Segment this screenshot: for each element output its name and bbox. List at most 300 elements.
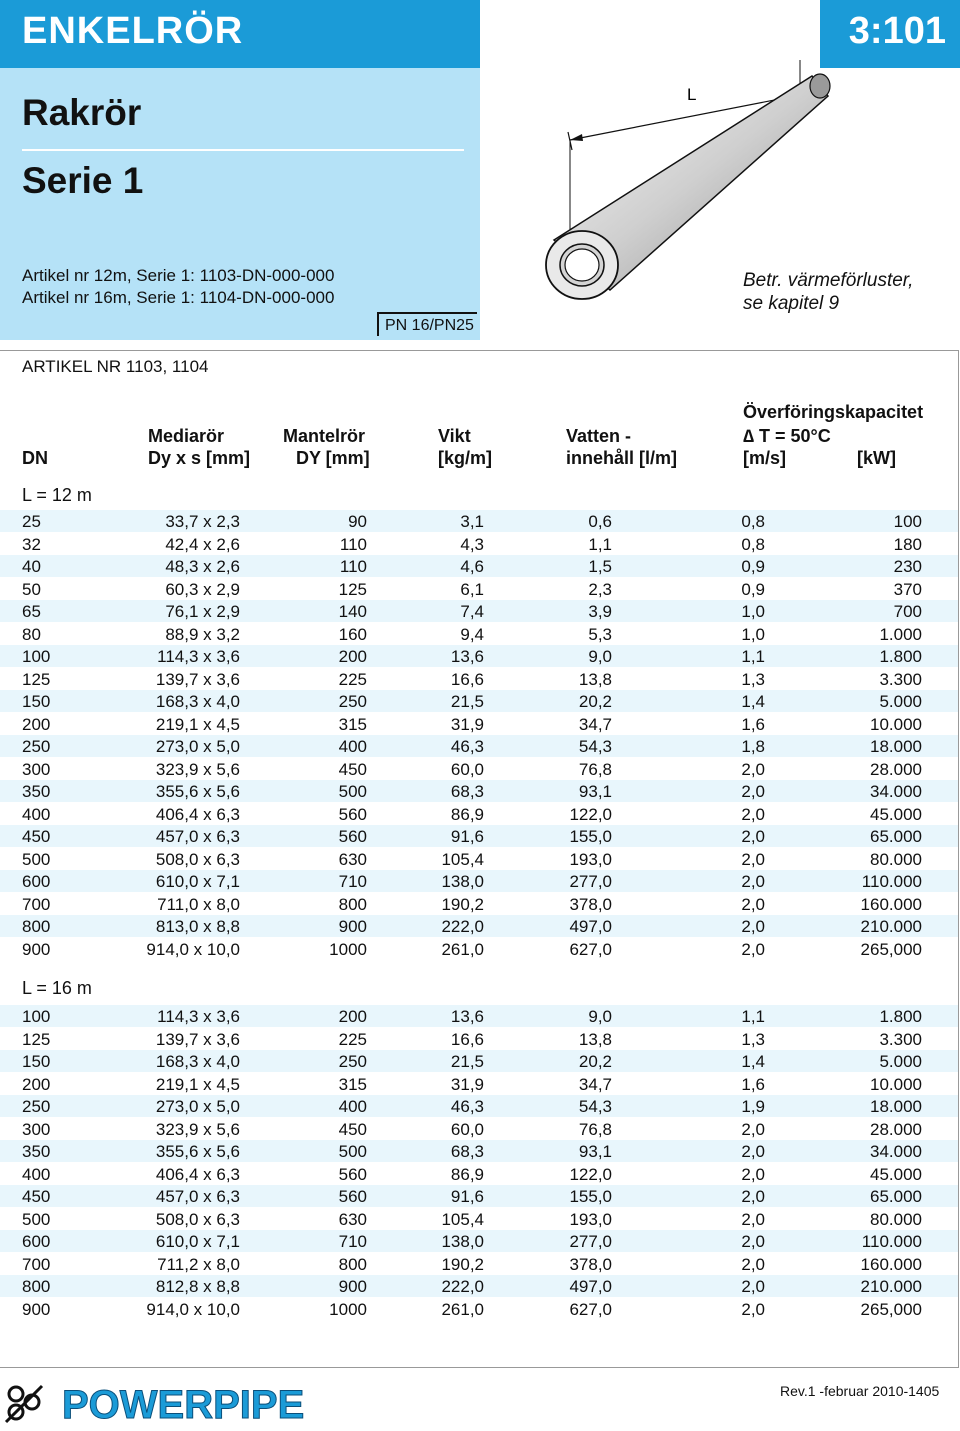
cell-mediaror: 323,9 x 5,6 <box>155 759 240 779</box>
cell-dn: 700 <box>22 894 51 914</box>
cell-mantelror: 630 <box>338 1209 367 1229</box>
cell-vikt: 4,3 <box>460 534 484 554</box>
cell-dn: 25 <box>22 512 41 531</box>
cell-mantelror: 90 <box>348 512 367 531</box>
cell-vikt: 68,3 <box>450 782 484 801</box>
cell-vikt: 60,0 <box>450 1119 484 1139</box>
cell-capacity: 65.000 <box>870 827 922 846</box>
cell-mediaror: 168,3 x 4,0 <box>155 692 240 711</box>
cell-mantelror: 315 <box>338 1074 367 1094</box>
cell-velocity: 1,3 <box>741 1029 765 1049</box>
cell-mediaror: 33,7 x 2,3 <box>165 512 240 531</box>
cell-velocity: 1,6 <box>741 1074 765 1094</box>
cell-mediaror: 610,0 x 7,1 <box>155 872 240 891</box>
cell-capacity: 265,000 <box>860 1299 922 1319</box>
header-mediaror: Mediarör <box>148 426 225 446</box>
pressure-rating: PN 16/PN25 <box>377 312 477 336</box>
header-capacity: Överföringskapacitet <box>743 402 924 422</box>
cell-mantelror: 225 <box>338 669 367 689</box>
cell-velocity: 1,0 <box>741 602 765 621</box>
cell-dn: 250 <box>22 1097 51 1116</box>
cell-dn: 40 <box>22 557 41 576</box>
cell-mantelror: 560 <box>338 827 367 846</box>
cell-vatten: 155,0 <box>569 827 612 846</box>
cell-mediaror: 812,8 x 8,8 <box>155 1277 240 1296</box>
cell-mediaror: 711,0 x 8,0 <box>157 894 240 914</box>
cell-velocity: 2,0 <box>741 1277 765 1296</box>
cell-mediaror: 76,1 x 2,9 <box>165 602 240 621</box>
cell-capacity: 10.000 <box>870 1074 922 1094</box>
table-row <box>0 870 958 892</box>
cell-dn: 700 <box>22 1254 51 1274</box>
cell-vatten: 13,8 <box>578 669 612 689</box>
cell-dn: 400 <box>22 804 51 824</box>
delta-icon: ∆ <box>743 426 755 446</box>
cell-velocity: 2,0 <box>741 894 765 914</box>
cell-vikt: 13,6 <box>450 647 484 666</box>
cell-velocity: 1,3 <box>741 669 765 689</box>
cell-vikt: 138,0 <box>441 1232 484 1251</box>
cell-vikt: 16,6 <box>450 669 484 689</box>
table-row <box>0 1118 958 1140</box>
cell-vatten: 277,0 <box>569 872 612 891</box>
table-row <box>0 1230 958 1252</box>
series-title: Serie 1 <box>22 160 144 201</box>
cell-vatten: 9,0 <box>588 1007 612 1026</box>
table-row <box>0 825 958 847</box>
cell-dn: 600 <box>22 872 51 891</box>
cell-vikt: 86,9 <box>450 804 484 824</box>
table-row <box>0 915 958 937</box>
cell-mediaror: 355,6 x 5,6 <box>155 1142 240 1161</box>
cell-dn: 250 <box>22 737 51 756</box>
cell-velocity: 2,0 <box>741 782 765 801</box>
header-delta-t <box>743 426 831 447</box>
table-row <box>0 1185 958 1207</box>
cell-velocity: 2,0 <box>741 1232 765 1251</box>
cell-vatten: 34,7 <box>578 1074 612 1094</box>
table-row <box>0 713 958 735</box>
cell-dn: 80 <box>22 624 41 644</box>
cell-dn: 100 <box>22 1007 51 1026</box>
cell-mantelror: 450 <box>338 759 367 779</box>
cell-mediaror: 914,0 x 10,0 <box>146 939 240 959</box>
header-kw-unit: [kW] <box>857 448 896 468</box>
header-vikt-unit: [kg/m] <box>438 448 492 468</box>
table-row <box>0 645 958 667</box>
cell-mediaror: 711,2 x 8,0 <box>157 1254 240 1274</box>
cell-vatten: 2,3 <box>588 579 612 599</box>
cell-vatten: 76,8 <box>578 759 612 779</box>
cell-mediaror: 610,0 x 7,1 <box>155 1232 240 1251</box>
article-number-16m: Artikel nr 16m, Serie 1: 1104-DN-000-000 <box>22 288 335 307</box>
cell-capacity: 700 <box>893 602 922 621</box>
cell-mantelror: 400 <box>338 737 367 756</box>
header-vikt: Vikt <box>438 426 471 446</box>
cell-vatten: 34,7 <box>578 714 612 734</box>
cell-mantelror: 160 <box>338 624 367 644</box>
cell-velocity: 2,0 <box>741 1254 765 1274</box>
cell-mediaror: 219,1 x 4,5 <box>155 714 240 734</box>
cell-velocity: 2,0 <box>741 1142 765 1161</box>
table-row <box>0 1095 958 1117</box>
cell-mediaror: 219,1 x 4,5 <box>155 1074 240 1094</box>
cell-capacity: 34.000 <box>870 1142 922 1161</box>
cell-capacity: 34.000 <box>870 782 922 801</box>
header-ms-unit: [m/s] <box>743 448 787 468</box>
cell-vatten: 9,0 <box>588 647 612 666</box>
cell-mantelror: 560 <box>338 804 367 824</box>
cell-mediaror: 813,0 x 8,8 <box>155 917 240 936</box>
cell-capacity: 80.000 <box>870 1209 922 1229</box>
table-row <box>0 758 958 780</box>
cell-velocity: 0,9 <box>741 579 765 599</box>
table-row <box>0 1253 958 1275</box>
cell-mediaror: 457,0 x 6,3 <box>155 1187 240 1206</box>
cell-mantelror: 900 <box>338 1277 367 1296</box>
cell-mantelror: 250 <box>338 1052 367 1071</box>
cell-dn: 350 <box>22 782 51 801</box>
cell-vatten: 378,0 <box>569 894 612 914</box>
cell-vatten: 54,3 <box>578 737 612 756</box>
cell-dn: 65 <box>22 602 41 621</box>
cell-mediaror: 114,3 x 3,6 <box>157 1007 240 1026</box>
cell-dn: 450 <box>22 827 51 846</box>
cell-vikt: 190,2 <box>441 1254 484 1274</box>
cell-capacity: 100 <box>893 512 922 531</box>
cell-vikt: 222,0 <box>441 1277 484 1296</box>
cell-mantelror: 225 <box>338 1029 367 1049</box>
cell-capacity: 370 <box>893 579 922 599</box>
cell-velocity: 1,1 <box>741 647 765 666</box>
table-row <box>0 1073 958 1095</box>
cell-vatten: 122,0 <box>569 1164 612 1184</box>
cell-mantelror: 110 <box>339 557 367 576</box>
cell-mantelror: 800 <box>338 1254 367 1274</box>
page-title: ENKELRÖR <box>22 10 244 52</box>
cell-dn: 300 <box>22 1119 51 1139</box>
cell-mediaror: 273,0 x 5,0 <box>155 1097 240 1116</box>
cell-mediaror: 323,9 x 5,6 <box>155 1119 240 1139</box>
cell-mantelror: 200 <box>338 1007 367 1026</box>
cell-dn: 50 <box>22 579 41 599</box>
cell-dn: 500 <box>22 849 51 869</box>
cell-vikt: 91,6 <box>450 827 484 846</box>
cell-velocity: 2,0 <box>741 1119 765 1139</box>
table-row <box>0 668 958 690</box>
cell-capacity: 10.000 <box>870 714 922 734</box>
section-label-12m: L = 12 m <box>22 485 92 505</box>
cell-dn: 900 <box>22 1299 51 1319</box>
table-row <box>0 533 958 555</box>
logo-text: POWERPIPE <box>62 1383 305 1426</box>
cell-mantelror: 400 <box>338 1097 367 1116</box>
cell-vatten: 1,1 <box>588 534 612 554</box>
table-row <box>0 803 958 825</box>
section-label-16m: L = 16 m <box>22 978 92 998</box>
cell-vikt: 68,3 <box>450 1142 484 1161</box>
table-row <box>0 555 958 577</box>
cell-vatten: 20,2 <box>578 692 612 711</box>
cell-vatten: 54,3 <box>578 1097 612 1116</box>
cell-vatten: 378,0 <box>569 1254 612 1274</box>
cell-velocity: 2,0 <box>741 1164 765 1184</box>
cell-vikt: 6,1 <box>460 579 484 599</box>
header-vatten-unit: innehåll [l/m] <box>566 448 678 468</box>
cell-mediaror: 406,4 x 6,3 <box>155 804 240 824</box>
table-row <box>0 623 958 645</box>
cell-capacity: 80.000 <box>870 849 922 869</box>
cell-velocity: 1,4 <box>741 1052 765 1071</box>
table-row <box>0 848 958 870</box>
cell-vikt: 7,4 <box>460 602 484 621</box>
cell-mediaror: 355,6 x 5,6 <box>155 782 240 801</box>
cell-mediaror: 88,9 x 3,2 <box>165 624 240 644</box>
table-row <box>0 1163 958 1185</box>
cell-mantelror: 1000 <box>329 939 367 959</box>
table-row <box>0 1005 958 1027</box>
heat-loss-note-line1: Betr. värmeförluster, <box>743 270 914 291</box>
cell-vatten: 3,9 <box>588 602 612 621</box>
cell-velocity: 2,0 <box>741 1299 765 1319</box>
cell-mantelror: 125 <box>338 579 367 599</box>
cell-capacity: 3.300 <box>879 1029 922 1049</box>
header-vatten: Vatten - <box>566 426 632 446</box>
cell-vikt: 222,0 <box>441 917 484 936</box>
cell-mantelror: 140 <box>338 602 367 621</box>
table-row <box>0 893 958 915</box>
cell-velocity: 1,4 <box>741 692 765 711</box>
cell-vatten: 13,8 <box>578 1029 612 1049</box>
cell-vikt: 9,4 <box>460 624 484 644</box>
cell-dn: 150 <box>22 1052 51 1071</box>
cell-dn: 800 <box>22 1277 51 1296</box>
cell-vatten: 193,0 <box>569 1209 612 1229</box>
table-row <box>0 938 958 960</box>
heat-loss-note-line2: se kapitel 9 <box>743 293 840 314</box>
cell-vatten: 277,0 <box>569 1232 612 1251</box>
cell-mantelror: 200 <box>338 647 367 666</box>
cell-vikt: 261,0 <box>441 1299 484 1319</box>
cell-mantelror: 500 <box>338 1142 367 1161</box>
cell-vikt: 60,0 <box>450 759 484 779</box>
cell-capacity: 1.000 <box>879 624 922 644</box>
cell-dn: 600 <box>22 1232 51 1251</box>
title-divider <box>22 149 464 151</box>
cell-dn: 150 <box>22 692 51 711</box>
cell-dn: 300 <box>22 759 51 779</box>
cell-dn: 200 <box>22 1074 51 1094</box>
cell-capacity: 3.300 <box>879 669 922 689</box>
table-row <box>0 780 958 802</box>
cell-vatten: 155,0 <box>569 1187 612 1206</box>
page-code: 3:101 <box>848 10 946 52</box>
cell-mantelror: 500 <box>338 782 367 801</box>
cell-velocity: 2,0 <box>741 1209 765 1229</box>
cell-mantelror: 250 <box>338 692 367 711</box>
cell-vatten: 627,0 <box>569 1299 612 1319</box>
cell-vikt: 138,0 <box>441 872 484 891</box>
cell-mediaror: 508,0 x 6,3 <box>155 1209 240 1229</box>
length-label: L <box>687 85 697 104</box>
cell-vikt: 261,0 <box>441 939 484 959</box>
cell-vikt: 21,5 <box>450 1052 484 1071</box>
cell-velocity: 2,0 <box>741 1187 765 1206</box>
cell-velocity: 2,0 <box>741 827 765 846</box>
cell-vatten: 93,1 <box>578 782 612 801</box>
cell-mantelror: 110 <box>339 534 367 554</box>
cell-mantelror: 630 <box>338 849 367 869</box>
cell-mediaror: 139,7 x 3,6 <box>155 669 240 689</box>
cell-dn: 200 <box>22 714 51 734</box>
cell-dn: 125 <box>22 1029 51 1049</box>
cell-mantelror: 710 <box>338 1232 367 1251</box>
cell-velocity: 2,0 <box>741 939 765 959</box>
cell-capacity: 18.000 <box>870 1097 922 1116</box>
cell-mediaror: 60,3 x 2,9 <box>165 579 240 599</box>
cell-vikt: 86,9 <box>450 1164 484 1184</box>
cell-vatten: 497,0 <box>569 1277 612 1296</box>
revision-text: Rev.1 -februar 2010-1405 <box>780 1383 940 1399</box>
cell-vikt: 105,4 <box>441 1209 484 1229</box>
table-row <box>0 1275 958 1297</box>
article-number-label: ARTIKEL NR 1103, 1104 <box>22 357 209 376</box>
cell-mantelror: 800 <box>338 894 367 914</box>
table-row <box>0 1050 958 1072</box>
header-mantelror: Mantelrör <box>283 426 366 446</box>
cell-mantelror: 1000 <box>329 1299 367 1319</box>
cell-vikt: 16,6 <box>450 1029 484 1049</box>
cell-velocity: 1,0 <box>741 624 765 644</box>
cell-dn: 500 <box>22 1209 51 1229</box>
cell-vatten: 76,8 <box>578 1119 612 1139</box>
cell-capacity: 5.000 <box>879 692 922 711</box>
cell-velocity: 1,1 <box>741 1007 765 1026</box>
cell-mantelror: 900 <box>338 917 367 936</box>
cell-vikt: 31,9 <box>450 1074 484 1094</box>
cell-capacity: 65.000 <box>870 1187 922 1206</box>
powerpipe-logo <box>0 1378 380 1431</box>
article-number-12m: Artikel nr 12m, Serie 1: 1103-DN-000-000 <box>22 266 335 285</box>
cell-velocity: 2,0 <box>741 872 765 891</box>
cell-vatten: 20,2 <box>578 1052 612 1071</box>
cell-mantelror: 560 <box>338 1164 367 1184</box>
cell-dn: 32 <box>22 534 41 554</box>
cell-velocity: 2,0 <box>741 849 765 869</box>
cell-capacity: 28.000 <box>870 1119 922 1139</box>
cell-vikt: 105,4 <box>441 849 484 869</box>
cell-vatten: 93,1 <box>578 1142 612 1161</box>
cell-dn: 800 <box>22 917 51 936</box>
cell-capacity: 18.000 <box>870 737 922 756</box>
cell-velocity: 2,0 <box>741 917 765 936</box>
table-row <box>0 690 958 712</box>
product-title: Rakrör <box>22 92 142 133</box>
cell-mediaror: 457,0 x 6,3 <box>155 827 240 846</box>
cell-dn: 125 <box>22 669 51 689</box>
cell-capacity: 1.800 <box>879 1007 922 1026</box>
cell-mediaror: 273,0 x 5,0 <box>155 737 240 756</box>
cell-capacity: 265,000 <box>860 939 922 959</box>
cell-capacity: 160.000 <box>860 1254 922 1274</box>
cell-vikt: 3,1 <box>460 512 484 531</box>
cell-vatten: 497,0 <box>569 917 612 936</box>
header-dn: DN <box>22 448 48 468</box>
cell-vatten: 0,6 <box>588 512 612 531</box>
cell-vikt: 91,6 <box>450 1187 484 1206</box>
table-row <box>0 1298 958 1320</box>
cell-mediaror: 168,3 x 4,0 <box>155 1052 240 1071</box>
cell-vikt: 21,5 <box>450 692 484 711</box>
cell-capacity: 45.000 <box>870 804 922 824</box>
cell-capacity: 210.000 <box>860 917 922 936</box>
cell-mantelror: 560 <box>338 1187 367 1206</box>
cell-dn: 900 <box>22 939 51 959</box>
cell-dn: 450 <box>22 1187 51 1206</box>
cell-mediaror: 914,0 x 10,0 <box>146 1299 240 1319</box>
cell-capacity: 45.000 <box>870 1164 922 1184</box>
cell-capacity: 5.000 <box>879 1052 922 1071</box>
cell-mantelror: 315 <box>338 714 367 734</box>
cell-capacity: 160.000 <box>860 894 922 914</box>
cell-velocity: 2,0 <box>741 759 765 779</box>
table-row <box>0 735 958 757</box>
cell-vatten: 627,0 <box>569 939 612 959</box>
header-delta-t-text: T = 50°C <box>759 426 831 446</box>
cell-dn: 100 <box>22 647 51 666</box>
cell-capacity: 28.000 <box>870 759 922 779</box>
table-row <box>0 1208 958 1230</box>
header-mantelror-unit: DY [mm] <box>296 448 370 468</box>
header-mediaror-unit: Dy x s [mm] <box>148 448 251 468</box>
cell-capacity: 210.000 <box>860 1277 922 1296</box>
cell-mediaror: 114,3 x 3,6 <box>157 647 240 666</box>
cell-dn: 350 <box>22 1142 51 1161</box>
title-bar <box>0 0 480 68</box>
table-row <box>0 578 958 600</box>
table-row <box>0 1028 958 1050</box>
cell-capacity: 230 <box>893 557 922 576</box>
table-row <box>0 510 958 532</box>
cell-vikt: 31,9 <box>450 714 484 734</box>
cell-vatten: 122,0 <box>569 804 612 824</box>
cell-velocity: 0,8 <box>741 512 765 531</box>
cell-vatten: 193,0 <box>569 849 612 869</box>
cell-mediaror: 139,7 x 3,6 <box>155 1029 240 1049</box>
cell-capacity: 1.800 <box>879 647 922 666</box>
cell-vatten: 1,5 <box>588 557 612 576</box>
cell-mantelror: 710 <box>338 872 367 891</box>
cell-mediaror: 406,4 x 6,3 <box>155 1164 240 1184</box>
cell-vikt: 190,2 <box>441 894 484 914</box>
cell-dn: 400 <box>22 1164 51 1184</box>
cell-velocity: 1,8 <box>741 737 765 756</box>
cell-mantelror: 450 <box>338 1119 367 1139</box>
table-row <box>0 600 958 622</box>
cell-velocity: 2,0 <box>741 804 765 824</box>
cell-vikt: 46,3 <box>450 1097 484 1116</box>
cell-velocity: 0,8 <box>741 534 765 554</box>
cell-capacity: 110.000 <box>861 872 922 891</box>
cell-capacity: 110.000 <box>861 1232 922 1251</box>
cell-vikt: 13,6 <box>450 1007 484 1026</box>
cell-mediaror: 42,4 x 2,6 <box>165 534 240 554</box>
cell-velocity: 0,9 <box>741 557 765 576</box>
info-panel <box>0 68 480 340</box>
table-row <box>0 1140 958 1162</box>
cell-vikt: 46,3 <box>450 737 484 756</box>
cell-velocity: 1,9 <box>741 1097 765 1116</box>
